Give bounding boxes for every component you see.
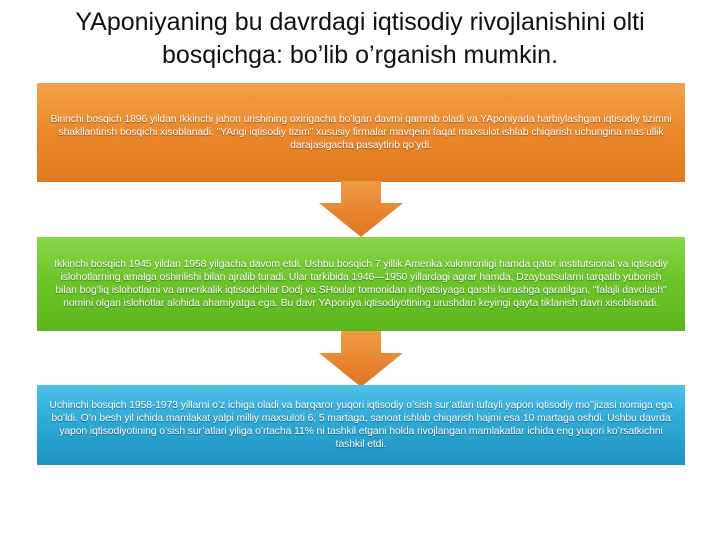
stage-1-box (37, 83, 685, 182)
stage-2-text: Ikkinchi bosqich 1945 yildan 1958 yilgacha davom etdi. Ushbu bosqich 7 yillik Amerika xukmronligi hamda qator institutsional va iqtisodiy islohotlarning amalga oshirilishi bilan ajralib turadi. Ular tarkibida 1946—1950 yillardagi agrar hamda, Dzaybatsularni tarqatib yuborish bilan bog’liq islohotlarni va amerikalik iqtisodchilar Dodj va SHoular tomonidan inflyatsiyaga qarshi kurashga qaratilgan, "falajli davolash" nomini olgan islohotlar alohida ahamiyatga ega. Bu davr YAponiya iqtisodiyotining urushdan keyingi qayta tiklanish davri xisoblanadi. (54, 258, 668, 310)
stage-1-text: Birinchi bosqich 1896 yildan Ikkinchi jahon urishining oxirigacha bo’lgan davrni qamrab oladi va YAponiyada harbiylashgan iqtisodiy tizimni shakllantirish bosqichi xisoblanadi. "YAngi iqtisodiy tizim" xususiy firmalar mavqeini faqat maxsulot ishlab chiqarish uchungina mas’ullik darajasigacha pasaytirib qo’ydi. (50, 113, 672, 152)
stage-2-box (37, 237, 685, 331)
stages-flow-diagram (37, 83, 685, 466)
stage-3-box (37, 385, 685, 465)
down-arrow-icon (319, 331, 403, 387)
slide-title: YAponiyaning bu davrdagi iqtisodiy rivojlanishini olti bosqichga: bo’lib o’rganish mumkin. (75, 8, 645, 69)
stage-3-text: Uchinchi bosqich 1958-1973 yillarni o’z ichiga oladi va barqaror yuqori iqtisodiy o’sish sur’atlari tufayli yapon iqtisodiy mo’’jizasi nomiga ega bo’ldi. O’n besh yil ichida mamlakat yalpi milliy maxsuloti 6, 5 martaga, sanoat ishlab chiqarish hajmi esa 10 martaga oshdi. Ushbu davrda yapon iqtisodiyotining o’sish sur’atlari yiliga o’rtacha 11% ni tashkil etgani holda rivojlangan mamlakatlar ichida eng yuqori ko’rsatkichni tashkil etdi. (49, 399, 673, 451)
down-arrow-icon (319, 181, 403, 237)
